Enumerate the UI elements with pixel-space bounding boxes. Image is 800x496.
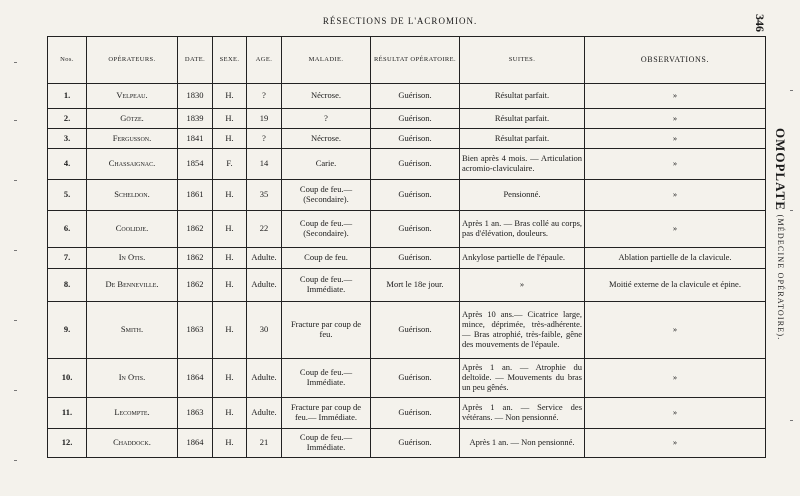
header-num: Nos.	[48, 37, 87, 84]
sexe-cell: H.	[213, 248, 247, 269]
table-row	[48, 149, 766, 180]
row-number: 6.	[48, 211, 87, 248]
row-number: 4.	[48, 149, 87, 180]
maladie-cell: Nécrose.	[282, 84, 371, 109]
age-cell: 35	[247, 180, 282, 211]
date-cell: 1830	[178, 84, 213, 109]
resultat-cell: Mort le 18e jour.	[371, 269, 460, 302]
suites-cell: Après 1 an. — Service des vétérans. — Non pensionné.	[460, 398, 585, 429]
table-row	[48, 211, 766, 248]
table-row	[48, 429, 766, 458]
header-sexe: SEXE.	[213, 37, 247, 84]
observations-cell: »	[585, 359, 766, 398]
operateur-cell: Götze.	[87, 109, 178, 129]
maladie-cell: Coup de feu.— (Secondaire).	[282, 180, 371, 211]
age-cell: ?	[247, 84, 282, 109]
table-row	[48, 248, 766, 269]
row-number: 12.	[48, 429, 87, 458]
operateur-cell: In Otis.	[87, 359, 178, 398]
resultat-cell: Guérison.	[371, 109, 460, 129]
suites-cell: Pensionné.	[460, 180, 585, 211]
observations-cell: »	[585, 429, 766, 458]
header-maladie: MALADIE.	[282, 37, 371, 84]
observations-cell: »	[585, 129, 766, 149]
sexe-cell: H.	[213, 429, 247, 458]
maladie-cell: Fracture par coup de feu.— Immédiate.	[282, 398, 371, 429]
observations-cell: »	[585, 180, 766, 211]
suites-cell: Après 1 an. — Atrophie du deltoïde. — Mouvements du bras un peu gênés.	[460, 359, 585, 398]
observations-cell: »	[585, 109, 766, 129]
sexe-cell: F.	[213, 149, 247, 180]
date-cell: 1863	[178, 398, 213, 429]
row-number: 2.	[48, 109, 87, 129]
maladie-cell: Coup de feu.— Immédiate.	[282, 269, 371, 302]
header-operateurs: OPÉRATEURS.	[87, 37, 178, 84]
suites-cell: Ankylose partielle de l'épaule.	[460, 248, 585, 269]
sexe-cell: H.	[213, 180, 247, 211]
date-cell: 1839	[178, 109, 213, 129]
table-row	[48, 109, 766, 129]
suites-cell: Après 1 an. — Bras collé au corps, pas d'élévation, douleurs.	[460, 211, 585, 248]
sexe-cell: H.	[213, 302, 247, 359]
table-row	[48, 398, 766, 429]
date-cell: 1864	[178, 359, 213, 398]
side-title-main: OMOPLATE	[773, 128, 788, 211]
operateur-cell: In Otis.	[87, 248, 178, 269]
page-title: RÉSECTIONS DE L'ACROMION.	[322, 16, 478, 26]
row-number: 11.	[48, 398, 87, 429]
maladie-cell: Coup de feu.— Immédiate.	[282, 429, 371, 458]
observations-cell: »	[585, 211, 766, 248]
observations-cell: »	[585, 149, 766, 180]
header-row	[48, 37, 766, 84]
header-resultat: RÉSULTAT OPÉRATOIRE.	[371, 37, 460, 84]
sexe-cell: H.	[213, 211, 247, 248]
table-row	[48, 302, 766, 359]
page-number: 346	[753, 14, 767, 32]
date-cell: 1862	[178, 211, 213, 248]
maladie-cell: Carie.	[282, 149, 371, 180]
operateur-cell: Lecompte.	[87, 398, 178, 429]
age-cell: 21	[247, 429, 282, 458]
age-cell: 30	[247, 302, 282, 359]
date-cell: 1864	[178, 429, 213, 458]
operateur-cell: Smith.	[87, 302, 178, 359]
sexe-cell: H.	[213, 359, 247, 398]
resultat-cell: Guérison.	[371, 398, 460, 429]
age-cell: Adulte.	[247, 269, 282, 302]
row-number: 5.	[48, 180, 87, 211]
row-number: 10.	[48, 359, 87, 398]
resultat-cell: Guérison.	[371, 84, 460, 109]
resultat-cell: Guérison.	[371, 248, 460, 269]
suites-cell: Après 1 an. — Non pensionné.	[460, 429, 585, 458]
table-row	[48, 180, 766, 211]
header-observations: OBSERVATIONS.	[585, 37, 766, 84]
date-cell: 1862	[178, 269, 213, 302]
table-row	[48, 129, 766, 149]
date-cell: 1861	[178, 180, 213, 211]
resultat-cell: Guérison.	[371, 359, 460, 398]
header-suites: SUITES.	[460, 37, 585, 84]
age-cell: Adulte.	[247, 248, 282, 269]
sexe-cell: H.	[213, 269, 247, 302]
operateur-cell: Chassaignac.	[87, 149, 178, 180]
maladie-cell: Coup de feu.	[282, 248, 371, 269]
suites-cell: Résultat parfait.	[460, 109, 585, 129]
row-number: 8.	[48, 269, 87, 302]
operateur-cell: Velpeau.	[87, 84, 178, 109]
side-title-sub: (MÉDECINE OPÉRATOIRE).	[776, 214, 785, 341]
age-cell: 14	[247, 149, 282, 180]
observations-cell: Ablation partielle de la clavicule.	[585, 248, 766, 269]
date-cell: 1854	[178, 149, 213, 180]
resultat-cell: Guérison.	[371, 211, 460, 248]
resections-table	[47, 36, 766, 458]
maladie-cell: Nécrose.	[282, 129, 371, 149]
maladie-cell: ?	[282, 109, 371, 129]
date-cell: 1862	[178, 248, 213, 269]
age-cell: Adulte.	[247, 359, 282, 398]
sexe-cell: H.	[213, 398, 247, 429]
date-cell: 1863	[178, 302, 213, 359]
age-cell: 22	[247, 211, 282, 248]
maladie-cell: Coup de feu.— Immédiate.	[282, 359, 371, 398]
operateur-cell: Chaddock.	[87, 429, 178, 458]
row-number: 7.	[48, 248, 87, 269]
row-number: 1.	[48, 84, 87, 109]
operateur-cell: Fergusson.	[87, 129, 178, 149]
operateur-cell: Coolidje.	[87, 211, 178, 248]
suites-cell: Résultat parfait.	[460, 129, 585, 149]
side-title	[772, 128, 788, 340]
row-number: 9.	[48, 302, 87, 359]
table-row	[48, 84, 766, 109]
age-cell: 19	[247, 109, 282, 129]
age-cell: Adulte.	[247, 398, 282, 429]
suites-cell: Après 10 ans.— Cicatrice large, mince, déprimée, très-adhérente. — Bras atrophié, très-faible, gêne des mouvements de l'épaule.	[460, 302, 585, 359]
age-cell: ?	[247, 129, 282, 149]
resultat-cell: Guérison.	[371, 149, 460, 180]
table-body	[48, 84, 766, 458]
maladie-cell: Fracture par coup de feu.	[282, 302, 371, 359]
observations-cell: »	[585, 398, 766, 429]
operateur-cell: Scheldon.	[87, 180, 178, 211]
observations-cell: »	[585, 302, 766, 359]
table-row	[48, 359, 766, 398]
observations-cell: »	[585, 84, 766, 109]
resultat-cell: Guérison.	[371, 129, 460, 149]
header-age: AGE.	[247, 37, 282, 84]
resultat-cell: Guérison.	[371, 302, 460, 359]
maladie-cell: Coup de feu.— (Secondaire).	[282, 211, 371, 248]
row-number: 3.	[48, 129, 87, 149]
sexe-cell: H.	[213, 109, 247, 129]
table-row	[48, 269, 766, 302]
operateur-cell: De Benneville.	[87, 269, 178, 302]
suites-cell: Résultat parfait.	[460, 84, 585, 109]
suites-cell: »	[460, 269, 585, 302]
suites-cell: Bien après 4 mois. — Articulation acromio-claviculaire.	[460, 149, 585, 180]
resultat-cell: Guérison.	[371, 429, 460, 458]
observations-cell: Moitié externe de la clavicule et épine.	[585, 269, 766, 302]
date-cell: 1841	[178, 129, 213, 149]
header-date: DATE.	[178, 37, 213, 84]
resultat-cell: Guérison.	[371, 180, 460, 211]
sexe-cell: H.	[213, 84, 247, 109]
sexe-cell: H.	[213, 129, 247, 149]
